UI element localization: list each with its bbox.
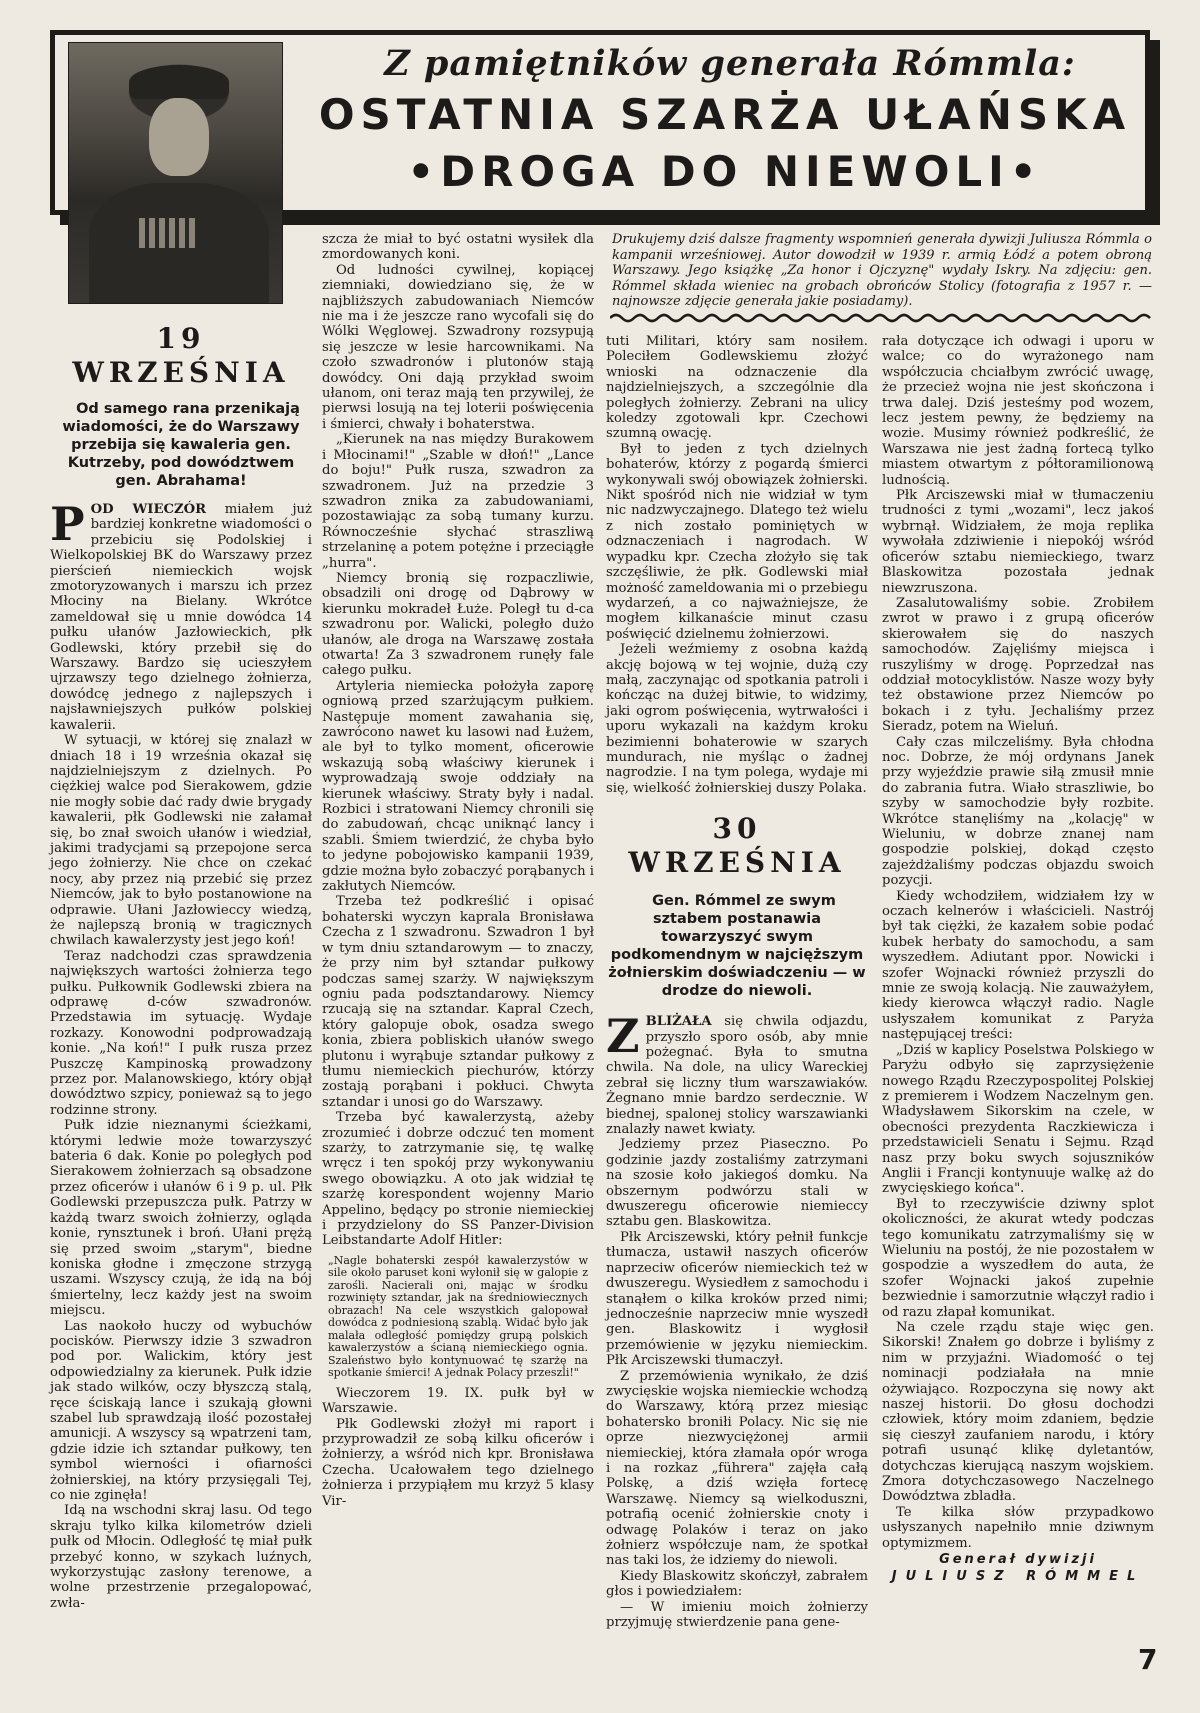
paragraph: Te kilka słów przypadkowo usłyszanych napełniło mnie dziwnym optymizmem. bbox=[882, 1504, 1154, 1551]
photo-cap-shape bbox=[129, 65, 229, 99]
wavy-divider bbox=[610, 312, 1155, 324]
paragraph: „Dziś w kaplicy Poselstwa Polskiego w Paryżu odbyło się zaprzysiężenie nowego Rządu Rzeczypospolitej Polskiej z premierem i Wodzem Naczelnym gen. Władysławem Sikorskim na czele, w obecności prezydenta Raczkiewicza i przedstawicieli Senatu i Sejmu. Rząd nasz przy boku swych sojuszników Anglii i Francji kontynuuje walkę aż do zwycięskiego końca". bbox=[882, 1042, 1154, 1197]
paragraph: Na czele rządu staje więc gen. Sikorski! Znałem go dobrze i byliśmy z nim w przyjaźni. Wiadomość o tej nominacji podziałała na mnie ożywiająco. Rozpoczyna się nowy akt naszej historii. Do głosu dochodzi człowiek, który moim zdaniem, będzie się cieszył zaufaniem narodu, i który potrafi usunąć klikę dyletantów, dotychczas kierującą naszym wojskiem. Zmora dotychczasowego Naczelnego Dowództwa zbladła. bbox=[882, 1320, 1154, 1505]
correspondent-quote: „Nagle bohaterski zespół kawalerzystów w sile około paruset koni wyłonił się w galopie z zarośli. Nacierali oni, mając w środku rozwinięty sztandar, jak na średniowiecznych obrazach! Na cele wszystkich galopował dowódca z podniesioną szablą. Widać było jak malała odległość pomiędzy grupą polskich kawalerzystów a ścianą niemieckiego ognia. Szaleństwo było kontynuować tę szarżę na spotkanie śmierci! A jednak Polacy przeszli!" bbox=[328, 1253, 588, 1380]
section1-paragraph-first bbox=[50, 497, 312, 733]
paragraph: Jedziemy przez Piaseczno. Po godzinie jazdy zostaliśmy zatrzymani na szosie koło jakiegoś domku. Na obszernym podwórzu stali w dwuszeregu oficerowie niemieccy sztabu gen. Blaskowitza. bbox=[606, 1137, 868, 1230]
paragraph: Idą na wschodni skraj lasu. Od tego skraju tylko kilka kilometrów dzieli pułk od Młocin. Odległość tę miał pułk przebyć konno, w szykach luźnych, wykorzystując zasłony terenowe, a wolne przestrzenie przegalopować, zwła- bbox=[50, 1503, 312, 1611]
date-heading-30: 30 WRZEŚNIA bbox=[628, 812, 846, 880]
signature-rank: Generał dywizji bbox=[939, 1552, 1097, 1568]
paragraph: Trzeba być kawalerzystą, ażeby zrozumieć i dobrze odczuć ten moment szarży, to zatrzymanie się, tę walkę wręcz i ten spokój przy wykonywaniu swego obowiązku. A oto jak widział tę szarżę korespondent wojenny Mario Appelino, będący po stronie niemieckiej i przydzielony do SS Panzer-Division Leibstandarte Adolf Hitler: bbox=[322, 1110, 594, 1249]
paragraph: tuti Militari, który sam nosiłem. Poleciłem Godlewskiemu złożyć wnioski na odznaczenie dla najdzielniejszych, a szczególnie dla poległych żołnierzy. Zebrani na ulicy koledzy zgotowali kpr. Czechowi szumną owację. bbox=[606, 334, 868, 442]
column-3 bbox=[606, 334, 868, 1630]
paragraph: Wieczorem 19. IX. pułk był w Warszawie. bbox=[322, 1385, 594, 1417]
paragraph: Las naokoło huczy od wybuchów pocisków. Pierwszy idzie 3 szwadron pod por. Walickim, który jest odpowiedzialny za kierunek. Pułk idzie jak stado wilków, oczy błyszczą stalą, ręce ściskają lance i szukają głowni szabel lub sprawdzają ilość pozostałej amunicji. A wszyscy są wpatrzeni tam, gdzie idzie ich sztandar pułkowy, ten symbol wierności i ofiarności żołnierskiej, na który przysięgali Tej, co nie zginęła! bbox=[50, 1318, 312, 1503]
paragraph: Cały czas milczeliśmy. Była chłodna noc. Dobrze, że mój ordynans Janek przy wyjeździe prawie siłą zmusił mnie do zabrania futra. Wiało straszliwie, bo szyby w samochodzie były rozbite. Wkrótce stanęliśmy na „kolację" w Wieluniu, w dobrze znanej nam gospodzie polskiej, dokąd często zajeżdżaliśmy podczas objazdu swoich pozycji. bbox=[882, 734, 1154, 889]
article-subtitle: Z pamiętników generała Rómmla: bbox=[384, 43, 1076, 84]
paragraph: Był to jeden z tych dzielnych bohaterów, którzy z pogardą śmierci wykonywali swój obowiązek żołnierski. Nikt spośród nich nie widział w tym nic nadzwyczajnego. Dlatego też wielu z nich zostało pominiętych w odznaczeniach i nagrodach. W wypadku kpr. Czecha złożyło się tak szczęśliwie, że płk. Godlewski miał możność zameldowania mi o przebiegu wydarzeń, a co najważniejsze, że mogłem kilkanaście minut czasu poświęcić dzielnemu żołnierzowi. bbox=[606, 441, 868, 642]
photo-face-shape bbox=[149, 98, 209, 176]
column-1 bbox=[50, 322, 312, 1611]
section1-lead: Od samego rana przenikają wiadomości, że do Warszawy przebija się kawaleria gen. Kutrzeby, pod dowództwem gen. Abrahama! bbox=[62, 401, 300, 489]
photo-medals-shape bbox=[139, 218, 199, 248]
paragraph: Trzeba też podkreślić i opisać bohaterski wyczyn kaprala Bronisława Czecha z 1 szwadronu. Szwadron 1 był w tym dniu sztandarowym — to znaczy, że przy nim był sztandar pułkowy podczas samej szarży. W największym ogniu pada podsztandarowy. Niemcy rzucają się na sztandar. Kapral Czech, który galopuje obok, osadza swego konia, zbiera pobliskich ułanów swego plutonu i wyrąbuje sztandar pułkowy z tłumu niemieckich piechurów, którzy zostają porąbani i pokłuci. Chwyta sztandar i unosi go do Warszawy. bbox=[322, 894, 594, 1110]
first-words: OD WIECZÓR bbox=[90, 502, 207, 517]
paragraph: „Kierunek na nas między Burakowem i Młocinami!" „Szable w dłoń!" „Lance do boju!" Pułk rusza, szwadron za szwadronem. Już na przedzie 3 szwadron znika za zabudowaniami, pozostawiając za sobą tumany kurzu. Równocześnie słychać straszliwą strzelaninę a potem potężne i przeciągłe „hurra". bbox=[322, 432, 594, 571]
general-photo bbox=[68, 42, 283, 304]
dropcap-z: Z bbox=[606, 1009, 640, 1064]
date-heading-19: 19 WRZEŚNIA bbox=[72, 322, 290, 389]
paragraph: Zasalutowaliśmy sobie. Zrobiłem zwrot w prawo i z grupą oficerów skierowałem się do naszych samochodów. Zajęliśmy miejsca i ruszyliśmy w drogę. Poprzedzał nas oddział motocyklistów. Nasze wozy były też obstawione przez Niemców po bokach i z tyłu. Jechaliśmy przez Sieradz, potem na Wieluń. bbox=[882, 595, 1154, 735]
paragraph: Kiedy Blaskowitz skończył, zabrałem głos i powiedziałem: bbox=[606, 1568, 868, 1600]
paragraph: miałem już bardziej konkretne wiadomości o przebiciu się Podolskiej i Wielkopolskiej BK do Warszawy przez pierścień niemieckich wojsk zmotoryzowanych i marszu ich przez Młociny na Bielany. Wkrótce zameldował się u mnie dowódca 14 pułku ułanów Jazłowieckich, płk Godlewski, który przebił się do Warszawy. Bardzo się ucieszyłem ujrzawszy tego dzielnego żołnierza, dowódcę jednego z najlepszych i najsławniejszych pułków polskiej kawalerii. bbox=[50, 502, 312, 733]
paragraph: Teraz nadchodzi czas sprawdzenia największych wartości żołnierza tego pułku. Pułkownik Godlewski zbiera na odprawę d-ców szwadronów. Przedstawia im sytuację. Wydaje rozkazy. Konowodni podprowadzają konie. „Na koń!" I pułk rusza przez Puszczę Kampinoską prowadzony przez por. Malanowskiego, który objął dowództwo szpicy, ponieważ są to jego rodzinne strony. bbox=[50, 948, 312, 1118]
signature-name: JULIUSZ RÓMMEL bbox=[891, 1569, 1145, 1585]
dropcap-p: P bbox=[50, 497, 85, 551]
paragraph: W sytuacji, w której się znalazł w dniach 18 i 19 września okazał się najdzielniejszym z dzielnych. Po ciężkiej walce pod Sierakowem, gdzie nie mogły sobie dać rady dwie brygady kawalerii, płk Godlewski nie załamał się, bo znał swoich ułanów i wiedział, jakimi tradycjami są przepojone serca jego żołnierzy. Nie chce on czekać nocy, aby przez nią przebić się przez Niemców, jak to było postanowione na odprawie. Ułani Jazłowieccy wiedzą, że najlepszą bronią w tragicznych chwilach kawalerzysty jest jego koń! bbox=[50, 733, 312, 949]
paragraph: Od ludności cywilnej, kopiącej ziemniaki, dowiedziano się, że w najbliższych zabudowaniach Niemców nie ma i że jeszcze rano wycofali się do Wólki Węglowej. Szwadrony rozsypują się jeszcze w lesie harcownikami. Na czoło szwadronów i plutonów stają dowódcy. Oni dają przykład swoim ułanom, oni teraz mają ten przywilej, że pierwsi losują na tej loterii poświęcenia i śmierci, chwały i bohaterstwa. bbox=[322, 262, 594, 432]
paragraph: Jeżeli weźmiemy z osobna każdą akcję bojową w tej wojnie, dużą czy małą, zaczynając od spotkania patroli i kończąc na dużej bitwie, to widzimy, jaki ogrom poświęcenia, wytrwałości i uporu wykazali na każdym kroku bezimienni bohaterowie w szarych mundurach, nie myśląc o żadnej nagrodzie. I na tym polega, wydaje mi się, wielkość żołnierskiej duszy Polaka. bbox=[606, 642, 868, 796]
column-2 bbox=[322, 232, 594, 1509]
paragraph: Kiedy wchodziłem, widziałem łzy w oczach kelnerów i właścicieli. Nastrój był tak ciężki, że kazałem sobie podać kubek herbaty do samochodu, a sam wyszedłem. Adiutant ppor. Nowicki i szofer Wojnacki również przyszli do mnie ze swoją kolacją. Nie zauważyłem, kiedy kierowca włączył radio. Nagle usłyszałem komunikat z Paryża następującej treści: bbox=[882, 888, 1154, 1043]
paragraph: Artyleria niemiecka położyła zaporę ogniową przed szarżującym pułkiem. Następuje moment zawahania się, zawrócono nawet ku lasowi nad Łużem, ale był to tylko moment, oficerowie wskazują sobą właściwy kierunek i wyprowadzają swoje oddziały na kierunek właściwy. Straty były i nadal. Rozbici i stratowani Niemcy chronili się do zabudowań, chcąc uniknąć lancy i szabli. Śmiem twierdzić, że chyba było to jedyne pobojowisko kampanii 1939, gdzie można było zobaczyć porąbanych i zakłutych Niemców. bbox=[322, 678, 594, 895]
paragraph: Płk Arciszewski, który pełnił funkcje tłumacza, ustawił naszych oficerów naprzeciw oficerów niemieckich też w dwuszeregu. Wysiedłem z samochodu i stanąłem o kilka kroków przed nimi; jednocześnie naprzeciw mnie wyszedł gen. Blaskowitz i wygłosił przemówienie w języku niemieckim. Płk Arciszewski tłumaczył. bbox=[606, 1229, 868, 1369]
paragraph: się chwila odjazdu, przyszło sporo osób, aby mnie pożegnać. Była to smutna chwila. Na dole, na ulicy Wareckiej zebrał się liczny tłum warszawiaków. Żegnano mnie bardzo serdecznie. W biednej, spalonej stolicy warszawianki znalazły nawet kwiaty. bbox=[606, 1014, 868, 1138]
article-intro: Drukujemy dziś dalsze fragmenty wspomnień generała dywizji Juliusza Rómmla o kampanii wrześniowej. Autor dowodził w 1939 r. armią Łódź a potem obroną Warszawy. Jego książkę „Za honor i Ojczyznę" wydały Iskry. Na zdjęciu: gen. Rómmel składa wieniec na grobach obrońców Stolicy (fotografia z 1957 r. — najnowsze zdjęcie generała jakie posiadamy). bbox=[612, 232, 1152, 309]
paragraph: — W imieniu moich żołnierzy przyjmuję stwierdzenie pana gene- bbox=[606, 1599, 868, 1631]
paragraph: Pułk idzie nieznanymi ścieżkami, którymi ledwie może towarzyszyć bateria 6 dak. Konie po poległych pod Sierakowem żołnierzach są obsadzone przez oficerów i ułanów 6 i 9 p. ul. Płk Godlewski przepuszcza pułk. Patrzy w każdą twarz swoich żołnierzy, ogląda konie, rynsztunek i broń. Ułani prężą się przed swoim „starym", biedne koniska głodne i zmęczone strzygą uszami. Wszyscy czują, że idą na bój śmiertelny, lecz każdy jest na swoim miejscu. bbox=[50, 1118, 312, 1319]
paragraph: rała dotyczące ich odwagi i uporu w walce; co do wyrażonego nam współczucia chciałbym zwrócić uwagę, że przecież wojna nie jest skończona i trwa dalej. Dziś jesteśmy pod wozem, lecz jestem pewny, że będziemy na wozie. Musimy również podkreślić, że Warszawa nie jest żadną fortecą tylko miastem otwartym z półtoramilionową ludnością. bbox=[882, 334, 1154, 488]
column-4 bbox=[882, 334, 1154, 1585]
paragraph: Był to rzeczywiście dziwny splot okoliczności, że akurat wtedy podczas tego komunikatu zatrzymaliśmy się w Wieluniu na postój, że nie pozostałem w gospodzie a wyszedłem do auta, że szofer Wojnacki jakoś zupełnie bezwiednie i samorzutnie włączył radio i od razu złapał komunikat. bbox=[882, 1196, 1154, 1320]
paragraph: Niemcy bronią się rozpaczliwie, obsadzili oni drogę od Dąbrowy w kierunku mokradeł Łuże. Poległ tu d-ca szwadronu por. Walicki, poległo dużo ułanów, ale droga na Warszawę została otwarta! Za 3 szwadronem runęły fale całego pułku. bbox=[322, 570, 594, 679]
paragraph: Z przemówienia wynikało, że dziś zwycięskie wojska niemieckie wchodzą do Warszawy, którą przez miesiąc bohatersko broniłi Polacy. Nic się nie oprze niezwyciężonej armii niemieckiej, która złamała opór wroga i na rozkaz „führera" zajęła całą Polskę, a dziś wzięła fortecę Warszawę. Niemcy są wielkoduszni, potrafią ocenić żołnierskie cnoty i odwagę Polaków i teraz on jako żołnierz współczuje nam, że spotkał nas taki los, że idziemy do niewoli. bbox=[606, 1368, 868, 1569]
paragraph: Płk Arciszewski miał w tłumaczeniu trudności z tymi „wozami", lecz jakoś wybrnął. Widziałem, że moja replika wywołała zdziwienie i niepokój wśród oficerów sztabu niemieckiego, twarz Blaskowitza pozostała jednak niewzruszona. bbox=[882, 488, 1154, 596]
paragraph: Płk Godlewski złożył mi raport i przyprowadził ze sobą kilku oficerów i żołnierzy, a wśród nich kpr. Bronisława Czecha. Ucałowałem tego dzielnego żołnierza i przypiąłem mu krzyż 5 klasy Vir- bbox=[322, 1416, 594, 1509]
article-title-line1: OSTATNIA SZARŻA UŁAŃSKA bbox=[318, 90, 1132, 139]
first-words: BLIŻAŁA bbox=[645, 1014, 712, 1030]
section2-paragraph-first bbox=[606, 1009, 868, 1138]
page-number: 7 bbox=[1138, 1643, 1158, 1676]
paragraph: szcza że miał to być ostatni wysiłek dla zmordowanych koni. bbox=[322, 232, 594, 263]
section2-lead: Gen. Rómmel ze swym sztabem postanawia towarzyszyć swym podkomendnym w najcięższym żołnierskim doświadczeniu — w drodze do niewoli. bbox=[608, 893, 866, 1000]
article-title-line2: •DROGA DO NIEWOLI• bbox=[407, 147, 1043, 196]
